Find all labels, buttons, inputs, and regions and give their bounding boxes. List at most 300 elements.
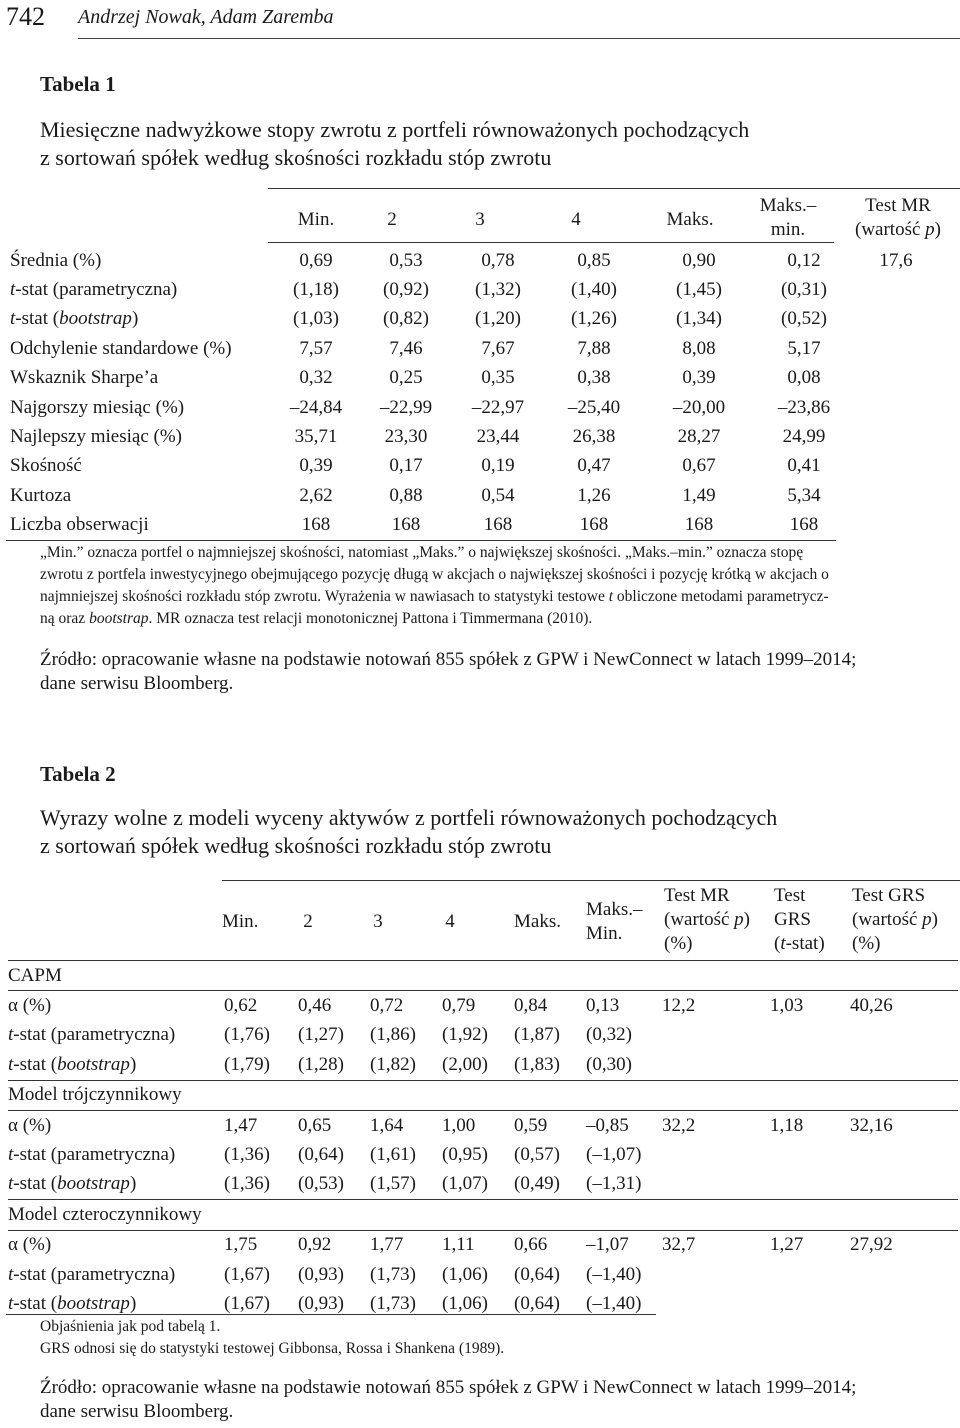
table-cell bbox=[852, 422, 940, 451]
t2-header-test-mr-close: ) bbox=[743, 909, 750, 930]
t1-note-line bbox=[40, 586, 960, 608]
table-cell: 23,30 bbox=[384, 426, 428, 448]
table-cell: (1,73) bbox=[370, 1263, 416, 1285]
row-label-part: -stat ( bbox=[13, 1173, 58, 1195]
table-cell: 7,46 bbox=[389, 337, 423, 359]
table-cell bbox=[770, 1140, 850, 1169]
row-label-part: bootstrap bbox=[59, 308, 132, 330]
table-cell: 0,32 bbox=[299, 367, 333, 389]
table-cell bbox=[770, 1170, 850, 1200]
table-cell: (0,93) bbox=[298, 1263, 344, 1285]
row-label-part: -stat (parametryczna) bbox=[15, 279, 178, 301]
t2-header-test-grs-t: t bbox=[780, 933, 786, 954]
table2-label: Tabela 2 bbox=[40, 762, 116, 786]
t1-header-test-mr-line1: Test MR bbox=[865, 195, 931, 216]
t1-note-part: najmniejszej skośności rozkładu stóp zwrotu. Wyrażenia w nawiasach to statystyki testowe bbox=[40, 588, 609, 605]
table-cell: 1,27 bbox=[770, 1234, 804, 1256]
table-cell: 1,18 bbox=[770, 1114, 804, 1136]
t2-note-line: Objaśnienia jak pod tabelą 1. bbox=[40, 1318, 221, 1335]
table-cell: 26,38 bbox=[572, 426, 616, 448]
t2-header-test-mr bbox=[664, 884, 768, 956]
row-label-part: t bbox=[8, 1263, 14, 1285]
table-cell: (1,40) bbox=[571, 279, 617, 301]
table-cell: 168 bbox=[789, 514, 819, 536]
row-label-part: t bbox=[10, 308, 16, 330]
table2-bottom-rule bbox=[6, 1314, 656, 1315]
table-cell: 8,08 bbox=[682, 337, 716, 359]
table-cell: 0,84 bbox=[514, 995, 548, 1017]
table-cell: (0,82) bbox=[383, 308, 429, 330]
table1-source bbox=[40, 648, 856, 696]
table-cell: 168 bbox=[579, 514, 609, 536]
row-label bbox=[10, 305, 270, 334]
table-cell: 24,99 bbox=[782, 426, 826, 448]
table-cell bbox=[850, 1260, 958, 1289]
table-cell: (0,64) bbox=[298, 1144, 344, 1166]
t2-header-test-grs-p-line2 bbox=[852, 908, 958, 932]
table-cell: (–1,31) bbox=[586, 1173, 642, 1195]
t2-header-test-grs-p-line1: Test GRS bbox=[852, 885, 926, 906]
row-label bbox=[10, 246, 270, 275]
table-cell: 1,75 bbox=[224, 1234, 258, 1256]
table-cell: 0,47 bbox=[577, 455, 611, 477]
table1-label: Tabela 1 bbox=[40, 72, 116, 96]
table-cell: 28,27 bbox=[677, 426, 721, 448]
row-label bbox=[10, 452, 270, 481]
table-row bbox=[10, 334, 940, 363]
table-cell: 1,49 bbox=[682, 484, 716, 506]
table-cell bbox=[850, 1140, 958, 1169]
t2-header-test-grs-close: -stat) bbox=[785, 933, 825, 954]
table-cell: 7,67 bbox=[481, 337, 515, 359]
table-cell: (–1,07) bbox=[586, 1144, 642, 1166]
table-cell bbox=[852, 364, 940, 393]
table-cell: (0,52) bbox=[781, 308, 827, 330]
table-cell: 5,34 bbox=[787, 484, 821, 506]
row-label-part: -stat (parametryczna) bbox=[13, 1263, 176, 1285]
row-label-part: -stat (parametryczna) bbox=[13, 1144, 176, 1166]
table-cell: (1,06) bbox=[442, 1263, 488, 1285]
t2-header-2: 2 bbox=[303, 911, 313, 932]
table-cell: –1,07 bbox=[586, 1234, 629, 1256]
table-cell: (1,61) bbox=[370, 1144, 416, 1166]
row-label-part: α (%) bbox=[8, 995, 52, 1017]
table-cell: 0,54 bbox=[481, 484, 515, 506]
table-cell bbox=[852, 275, 940, 304]
table-row bbox=[8, 1230, 958, 1260]
table-cell: 1,77 bbox=[370, 1234, 404, 1256]
table-cell: 0,69 bbox=[299, 249, 333, 271]
table-cell bbox=[770, 1021, 850, 1050]
t2-header-maks-min-line2: Min. bbox=[586, 923, 623, 944]
table-cell: 0,17 bbox=[389, 455, 423, 477]
table-cell: –22,99 bbox=[379, 396, 433, 418]
table-cell: 0,85 bbox=[577, 249, 611, 271]
table1-caption bbox=[40, 116, 749, 172]
table-cell: (1,26) bbox=[571, 308, 617, 330]
t1-note-italic: bootstrap bbox=[89, 610, 149, 627]
table-row bbox=[8, 1140, 958, 1169]
row-label bbox=[8, 991, 224, 1021]
table-cell: 1,11 bbox=[442, 1234, 475, 1256]
table-cell: 0,13 bbox=[586, 995, 620, 1017]
table-cell: (–1,40) bbox=[586, 1292, 642, 1314]
table-cell bbox=[850, 1289, 958, 1318]
row-label-part: -stat (parametryczna) bbox=[13, 1024, 176, 1046]
t2-header-min: Min. bbox=[222, 911, 259, 932]
row-label bbox=[8, 1260, 224, 1289]
t2-header-test-grs-p-text: (wartość bbox=[852, 909, 923, 930]
t1-header-maks-min-line1: Maks.– bbox=[759, 195, 817, 216]
table-cell: 0,38 bbox=[577, 367, 611, 389]
table-cell bbox=[770, 1260, 850, 1289]
t2-header-maks-min-line1: Maks.– bbox=[586, 899, 643, 920]
row-label-part: -stat ( bbox=[13, 1053, 58, 1075]
table1-body bbox=[10, 246, 940, 540]
table-cell bbox=[852, 481, 940, 510]
table1-top-rule bbox=[268, 188, 960, 189]
table-cell bbox=[852, 393, 940, 422]
table-cell: (1,73) bbox=[370, 1292, 416, 1314]
table-cell bbox=[850, 1050, 958, 1080]
row-label bbox=[8, 1021, 224, 1050]
t2-header-test-mr-line3: (%) bbox=[664, 933, 693, 954]
table-cell: 168 bbox=[483, 514, 513, 536]
table-cell: 17,6 bbox=[879, 249, 913, 271]
row-label-part: t bbox=[8, 1173, 14, 1195]
t1-header-test-mr-line2 bbox=[838, 218, 958, 242]
t2-header-maks: Maks. bbox=[514, 911, 561, 932]
table2-caption bbox=[40, 804, 777, 860]
section-title: Model trójczynnikowy bbox=[8, 1080, 958, 1110]
table-cell: (1,28) bbox=[298, 1053, 344, 1075]
t2-header-maks-min bbox=[586, 898, 656, 946]
table-cell: (0,95) bbox=[442, 1144, 488, 1166]
t1-header-test-mr bbox=[838, 194, 958, 242]
table-cell: (0,92) bbox=[383, 279, 429, 301]
row-label bbox=[10, 275, 270, 304]
row-label-part: ) bbox=[131, 308, 139, 330]
t1-note-part: ną oraz bbox=[40, 610, 90, 627]
table-cell: (1,86) bbox=[370, 1024, 416, 1046]
table-cell: 32,16 bbox=[850, 1114, 893, 1136]
table2-caption-line: Wyrazy wolne z modeli wyceny aktywów z portfeli równoważonych pochodzących bbox=[40, 805, 778, 830]
table-cell bbox=[852, 305, 940, 334]
t1-note-italic: t bbox=[608, 588, 614, 605]
row-label-part: α (%) bbox=[8, 1234, 52, 1256]
table-row bbox=[10, 305, 940, 334]
row-label-part: bootstrap bbox=[57, 1292, 130, 1314]
table2-body bbox=[8, 960, 958, 1319]
table-cell: (1,76) bbox=[224, 1024, 270, 1046]
table-cell: –25,40 bbox=[567, 396, 621, 418]
row-label bbox=[10, 364, 270, 393]
table-cell: 32,2 bbox=[662, 1114, 696, 1136]
row-label bbox=[10, 422, 270, 451]
t2-header-test-grs-p bbox=[852, 884, 958, 956]
table-cell bbox=[852, 334, 940, 363]
table-cell: –23,86 bbox=[777, 396, 831, 418]
table-cell: 1,26 bbox=[577, 484, 611, 506]
row-label-part: ) bbox=[129, 1053, 137, 1075]
table-cell bbox=[770, 1289, 850, 1318]
row-label-part: Najlepszy miesiąc (%) bbox=[10, 426, 182, 448]
table-cell: 5,17 bbox=[787, 337, 821, 359]
t2-header-test-mr-text: (wartość bbox=[664, 909, 735, 930]
table-cell: (–1,40) bbox=[586, 1263, 642, 1285]
table-cell: 0,59 bbox=[514, 1114, 548, 1136]
t2-note-line: GRS odnosi się do statystyki testowej Gibbonsa, Rossa i Shankena (1989). bbox=[40, 1340, 505, 1357]
t2-header-test-grs-line1: Test bbox=[774, 885, 806, 906]
t1-source-line: Źródło: opracowanie własne na podstawie notowań 855 spółek z GPW i NewConnect w latach 1999–2014; bbox=[40, 649, 857, 670]
t2-header-test-grs-line3 bbox=[774, 932, 844, 956]
row-label-part: α (%) bbox=[8, 1114, 52, 1136]
table-cell: (1,45) bbox=[676, 279, 722, 301]
t2-source-line: dane serwisu Bloomberg. bbox=[40, 1401, 234, 1422]
table-cell: (1,36) bbox=[224, 1144, 270, 1166]
table-cell: (1,57) bbox=[370, 1173, 416, 1195]
table-cell bbox=[662, 1021, 770, 1050]
table2-caption-line: z sortowań spółek według skośności rozkładu stóp zwrotu bbox=[40, 833, 552, 858]
table-cell: 0,78 bbox=[481, 249, 515, 271]
t2-header-4: 4 bbox=[445, 911, 455, 932]
table-cell: (1,27) bbox=[298, 1024, 344, 1046]
table-cell: –22,97 bbox=[471, 396, 525, 418]
table-cell: 1,47 bbox=[224, 1114, 258, 1136]
table-cell bbox=[850, 1021, 958, 1050]
table2-top-rule bbox=[222, 880, 960, 881]
table-row bbox=[8, 1260, 958, 1289]
row-label bbox=[8, 1140, 224, 1169]
table-row bbox=[8, 1110, 958, 1140]
table-row bbox=[10, 393, 940, 422]
table-row bbox=[10, 275, 940, 304]
t2-header-test-mr-line1: Test MR bbox=[664, 885, 730, 906]
table-cell: 0,35 bbox=[481, 367, 515, 389]
t1-header-test-mr-p: p bbox=[925, 219, 935, 240]
row-label-part: ) bbox=[129, 1292, 137, 1314]
t1-note-part: obliczone metodami parametrycz- bbox=[613, 588, 829, 605]
table-row bbox=[10, 452, 940, 481]
table-row bbox=[8, 1170, 958, 1200]
t1-header-2: 2 bbox=[387, 209, 397, 230]
table-cell: (1,34) bbox=[676, 308, 722, 330]
table-cell: (0,31) bbox=[781, 279, 827, 301]
section-header-row bbox=[8, 1200, 958, 1230]
table-cell: 1,64 bbox=[370, 1114, 404, 1136]
table-cell: 0,39 bbox=[299, 455, 333, 477]
section-title: Model czteroczynnikowy bbox=[8, 1200, 958, 1230]
table-cell: 2,62 bbox=[299, 484, 333, 506]
row-label-part: Wskaznik Sharpe’a bbox=[10, 367, 159, 389]
table-cell: (1,83) bbox=[514, 1053, 560, 1075]
table-cell: 27,92 bbox=[850, 1234, 893, 1256]
t2-header-test-grs-line2: GRS bbox=[774, 909, 811, 930]
table-cell: 0,88 bbox=[389, 484, 423, 506]
table-cell: 0,79 bbox=[442, 995, 476, 1017]
table-cell: (0,53) bbox=[298, 1173, 344, 1195]
table-cell bbox=[662, 1170, 770, 1200]
t1-note-line: „Min.” oznacza portfel o najmniejszej skośności, natomiast „Maks.” o największej skośności. „Maks.–min.” oznacza stopę bbox=[40, 544, 804, 561]
table-cell: 0,12 bbox=[787, 249, 821, 271]
t1-header-4: 4 bbox=[571, 209, 581, 230]
table-row bbox=[8, 1050, 958, 1080]
table-row bbox=[10, 364, 940, 393]
table-cell: 7,57 bbox=[299, 337, 333, 359]
table-cell: (1,32) bbox=[475, 279, 521, 301]
table-cell: 168 bbox=[391, 514, 421, 536]
table-cell: 35,71 bbox=[294, 426, 338, 448]
table-cell bbox=[850, 1170, 958, 1200]
row-label bbox=[10, 511, 270, 540]
table-cell bbox=[852, 452, 940, 481]
row-label-part: Kurtoza bbox=[10, 484, 72, 506]
table-row bbox=[8, 1021, 958, 1050]
t1-note-line bbox=[40, 608, 960, 630]
t2-header-test-grs-open: ( bbox=[774, 933, 781, 954]
table-row bbox=[10, 422, 940, 451]
row-label-part: ) bbox=[129, 1173, 137, 1195]
table-cell: (0,93) bbox=[298, 1292, 344, 1314]
row-label bbox=[8, 1170, 224, 1200]
t1-header-maks: Maks. bbox=[666, 209, 714, 230]
row-label-part: t bbox=[8, 1053, 14, 1075]
t2-header-test-mr-p: p bbox=[734, 909, 744, 930]
t2-source-line: Źródło: opracowanie własne na podstawie notowań 855 spółek z GPW i NewConnect w latach 1999–2014; bbox=[40, 1377, 857, 1398]
table-cell: 168 bbox=[301, 514, 331, 536]
table-cell bbox=[852, 511, 940, 540]
table-row bbox=[10, 246, 940, 275]
table-cell: –0,85 bbox=[586, 1114, 629, 1136]
table-cell: –20,00 bbox=[672, 396, 726, 418]
table-cell: 1,03 bbox=[770, 995, 804, 1017]
t2-header-3: 3 bbox=[373, 911, 383, 932]
section-header-row bbox=[8, 961, 958, 991]
table-cell: (0,57) bbox=[514, 1144, 560, 1166]
t2-header-test-grs-p-close: ) bbox=[931, 909, 938, 930]
table-cell: (2,00) bbox=[442, 1053, 488, 1075]
table-row bbox=[8, 991, 958, 1021]
table-row bbox=[10, 511, 940, 540]
table-cell: 0,53 bbox=[389, 249, 423, 271]
table-cell bbox=[662, 1050, 770, 1080]
table-cell bbox=[770, 1050, 850, 1080]
table-cell: (1,82) bbox=[370, 1053, 416, 1075]
table-cell: (1,03) bbox=[293, 308, 339, 330]
row-label-part: t bbox=[8, 1144, 14, 1166]
table-cell: (0,32) bbox=[586, 1024, 632, 1046]
row-label-part: Odchylenie standardowe (%) bbox=[10, 337, 232, 359]
table-cell: 0,39 bbox=[682, 367, 716, 389]
table-cell: (1,87) bbox=[514, 1024, 560, 1046]
table-cell: (1,36) bbox=[224, 1173, 270, 1195]
table-cell: 0,19 bbox=[481, 455, 515, 477]
table-cell: 0,92 bbox=[298, 1234, 332, 1256]
row-label-part: Średnia (%) bbox=[10, 249, 102, 271]
table-row bbox=[10, 481, 940, 510]
section-header-row bbox=[8, 1080, 958, 1110]
table-cell bbox=[662, 1140, 770, 1169]
t1-header-maks-min bbox=[748, 194, 828, 242]
table-cell: 23,44 bbox=[476, 426, 520, 448]
table-cell: (1,07) bbox=[442, 1173, 488, 1195]
table-cell: 7,88 bbox=[577, 337, 611, 359]
row-label-part: t bbox=[8, 1292, 14, 1314]
table-cell: 1,00 bbox=[442, 1114, 476, 1136]
table-cell: 0,25 bbox=[389, 367, 423, 389]
table-cell: 32,7 bbox=[662, 1234, 696, 1256]
table-cell: –24,84 bbox=[289, 396, 343, 418]
table2-notes bbox=[40, 1316, 504, 1360]
table-cell: 40,26 bbox=[850, 995, 893, 1017]
table-cell: (0,64) bbox=[514, 1263, 560, 1285]
section-title: CAPM bbox=[8, 961, 958, 991]
table1-caption-line: z sortowań spółek według skośności rozkładu stóp zwrotu bbox=[40, 145, 552, 170]
table1-caption-line: Miesięczne nadwyżkowe stopy zwrotu z portfeli równoważonych pochodzących bbox=[40, 117, 750, 142]
t1-note-part: . MR oznacza test relacji monotonicznej Pattona i Timmermana (2010). bbox=[148, 610, 593, 627]
table-cell: (1,92) bbox=[442, 1024, 488, 1046]
t1-header-maks-min-line2: min. bbox=[770, 219, 806, 240]
table-cell: (0,30) bbox=[586, 1053, 632, 1075]
row-label bbox=[10, 334, 270, 363]
page-number: 742 bbox=[6, 2, 45, 31]
table-cell: (1,18) bbox=[293, 279, 339, 301]
t1-source-line: dane serwisu Bloomberg. bbox=[40, 673, 234, 694]
row-label bbox=[10, 393, 270, 422]
row-label-part: Liczba obserwacji bbox=[10, 514, 149, 536]
t1-header-min: Min. bbox=[297, 209, 335, 230]
row-label-part: Skośność bbox=[10, 455, 82, 477]
table-cell: (1,20) bbox=[475, 308, 521, 330]
table-cell: (0,64) bbox=[514, 1292, 560, 1314]
row-label-part: t bbox=[8, 1024, 14, 1046]
running-header-authors: Andrzej Nowak, Adam Zaremba bbox=[78, 6, 334, 28]
table-cell: (1,67) bbox=[224, 1292, 270, 1314]
table-cell: 0,46 bbox=[298, 995, 332, 1017]
row-label-part: bootstrap bbox=[57, 1053, 130, 1075]
row-label bbox=[10, 481, 270, 510]
row-label bbox=[8, 1050, 224, 1080]
table-cell bbox=[662, 1260, 770, 1289]
t2-header-test-grs-p-line3: (%) bbox=[852, 933, 881, 954]
t2-header-test-grs bbox=[774, 884, 844, 956]
table-cell: 0,65 bbox=[298, 1114, 332, 1136]
table-cell: 0,41 bbox=[787, 455, 821, 477]
t2-header-test-grs-p-p: p bbox=[922, 909, 932, 930]
row-label-part: Najgorszy miesiąc (%) bbox=[10, 396, 185, 418]
table-cell: (1,67) bbox=[224, 1263, 270, 1285]
table-cell: (0,49) bbox=[514, 1173, 560, 1195]
table-cell: 12,2 bbox=[662, 995, 696, 1017]
t1-header-test-mr-text: (wartość bbox=[855, 219, 926, 240]
header-rule bbox=[78, 38, 960, 39]
table-cell bbox=[662, 1289, 770, 1318]
table-cell: 168 bbox=[684, 514, 714, 536]
table2-source bbox=[40, 1376, 856, 1424]
table-cell: (1,79) bbox=[224, 1053, 270, 1075]
t1-header-test-mr-close: ) bbox=[934, 219, 941, 240]
table1-header-rule bbox=[268, 242, 834, 243]
table1-notes bbox=[40, 542, 960, 630]
row-label-part: bootstrap bbox=[57, 1173, 130, 1195]
table-cell: 0,08 bbox=[787, 367, 821, 389]
table-cell: 0,90 bbox=[682, 249, 716, 271]
table-cell: 0,66 bbox=[514, 1234, 548, 1256]
t1-header-3: 3 bbox=[475, 209, 485, 230]
row-label bbox=[8, 1230, 224, 1260]
row-label bbox=[8, 1110, 224, 1140]
table-cell: 0,67 bbox=[682, 455, 716, 477]
